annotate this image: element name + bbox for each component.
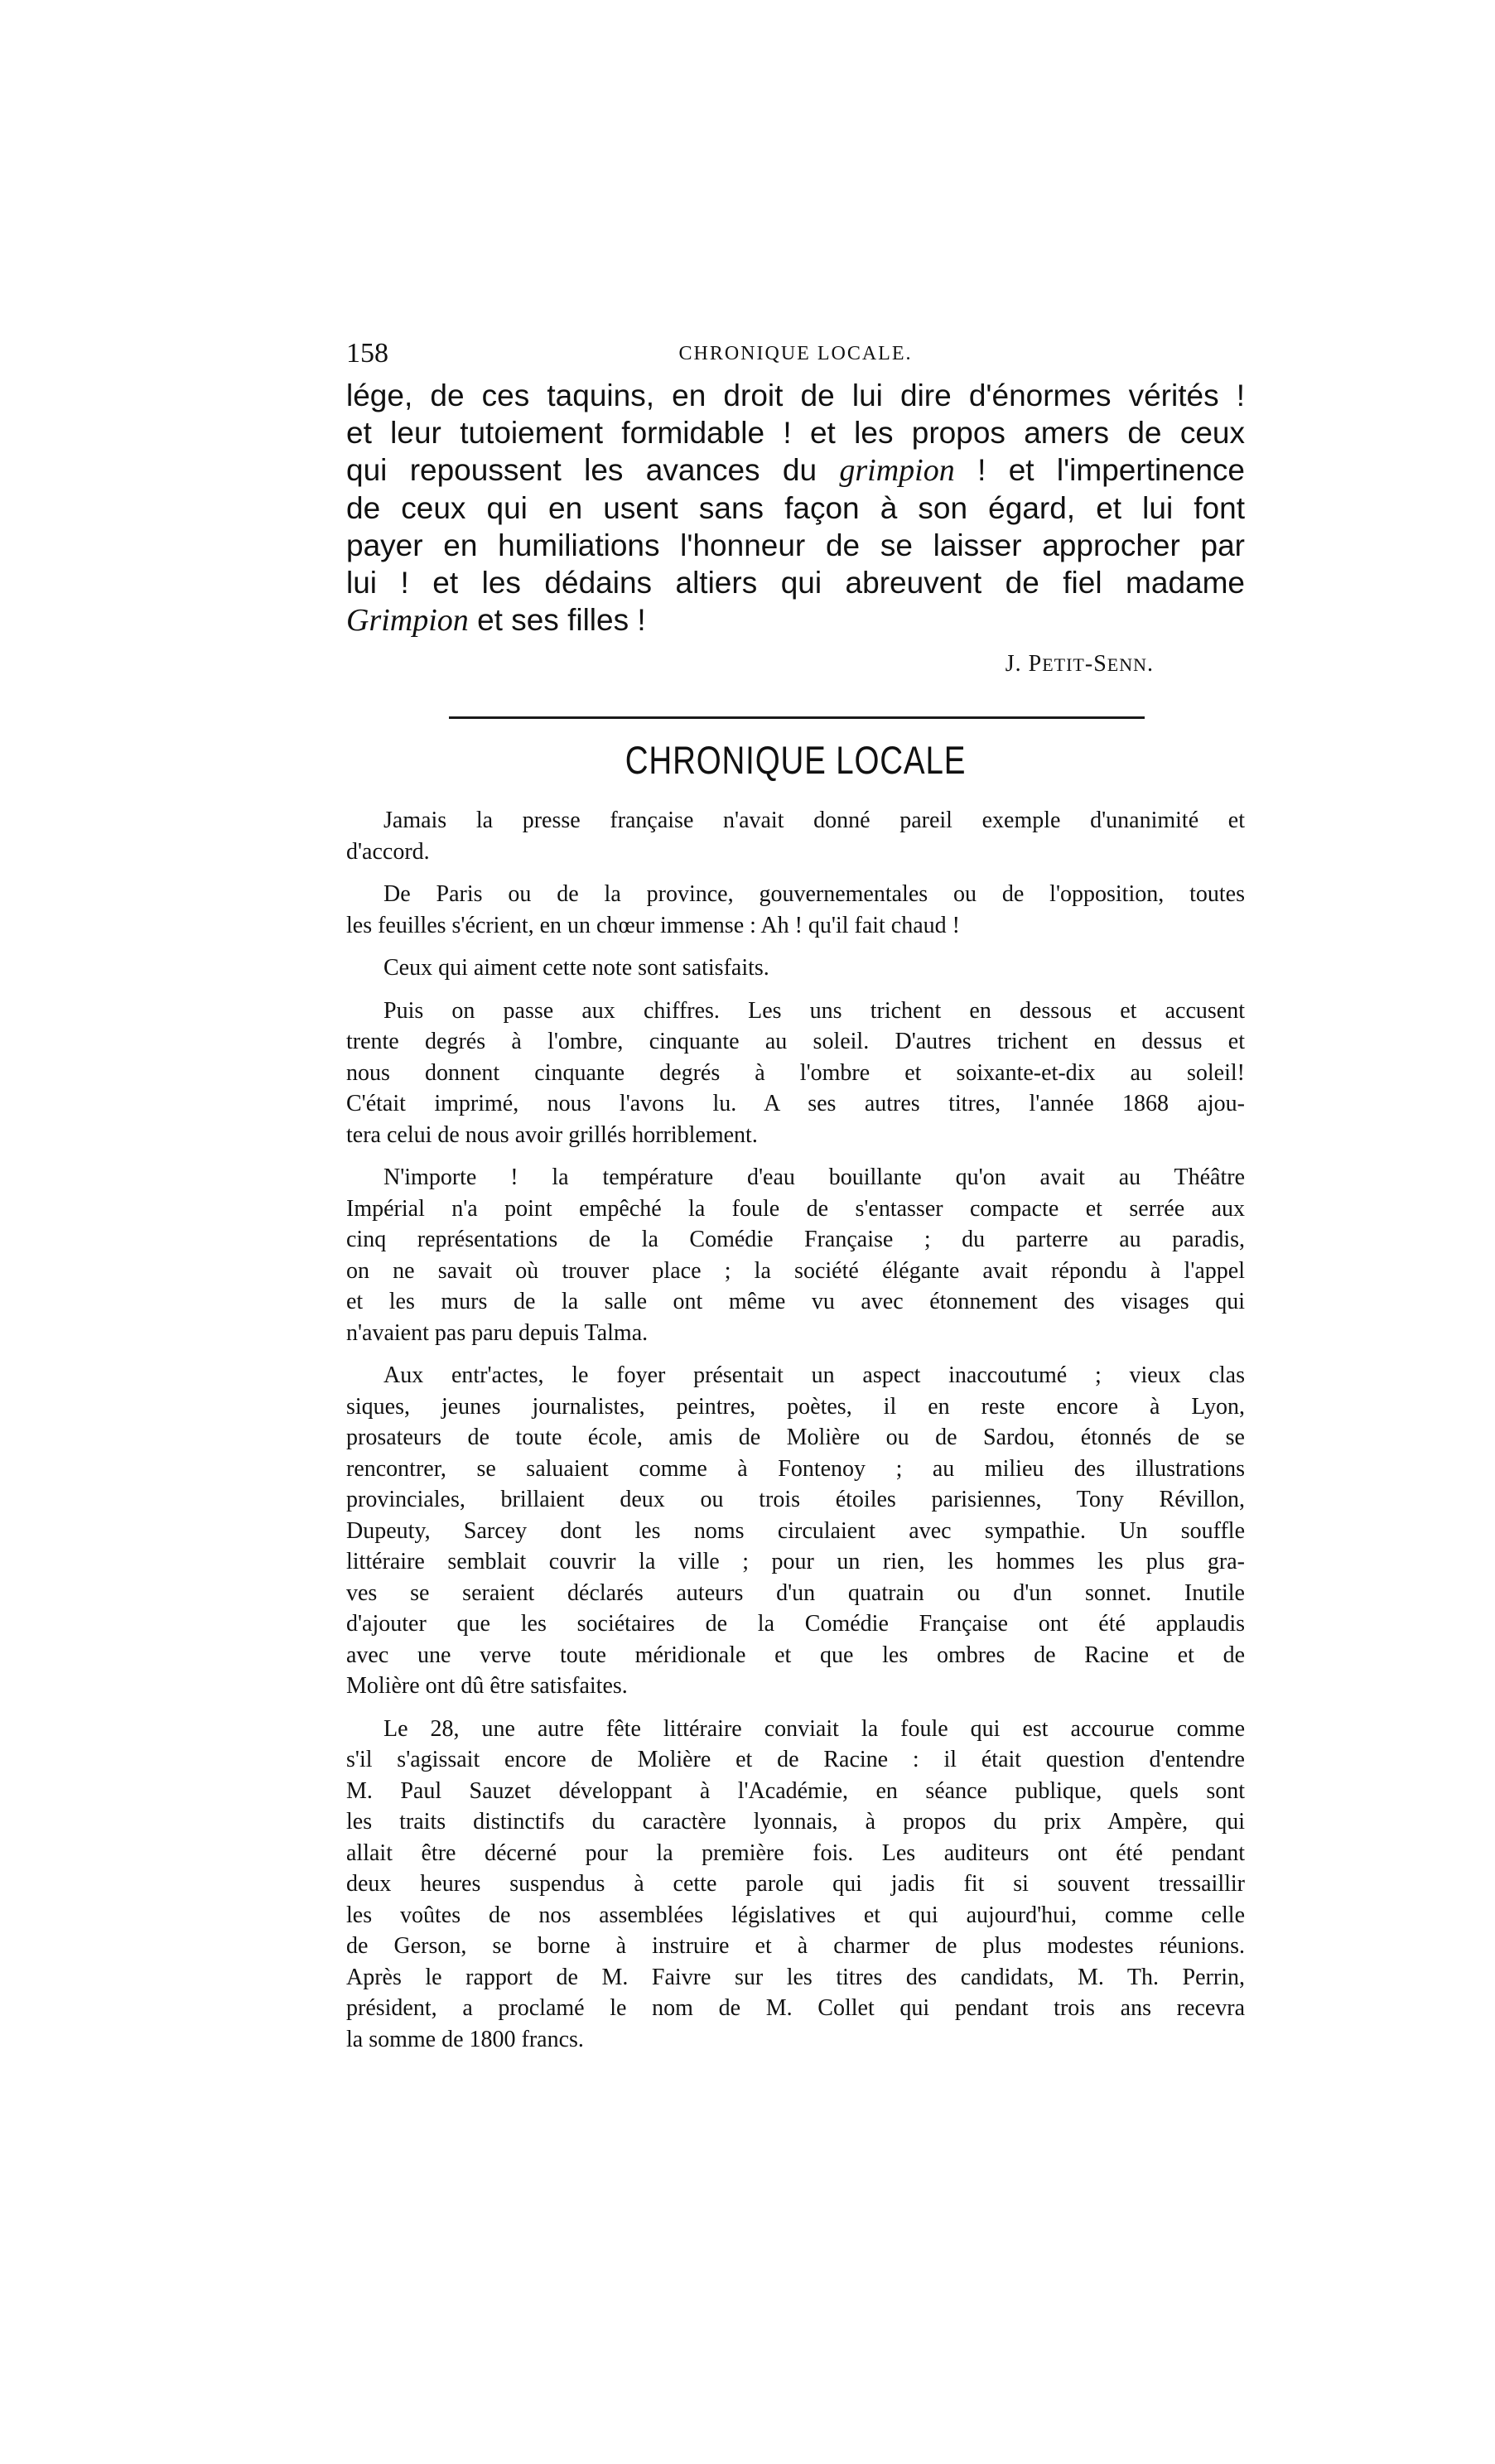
text-line: avec une verve toute méridionale et que les ombres de Racine et de	[346, 1642, 1245, 1668]
text-line: Le 28, une autre fête littéraire conviait la foule qui est accourue comme	[383, 1715, 1245, 1742]
text-line: Après le rapport de M. Faivre sur les titres des candidats, M. Th. Perrin,	[346, 1964, 1245, 1990]
text-line: on ne savait où trouver place ; la société élégante avait répondu à l'appel	[346, 1257, 1245, 1284]
text-line: Puis on passe aux chiffres. Les uns trichent en dessous et accusent	[383, 997, 1245, 1024]
text-line: Impérial n'a point empêché la foule de s'entasser compacte et serrée aux	[346, 1195, 1245, 1222]
text-line: ves se seraient déclarés auteurs d'un quatrain ou d'un sonnet. Inutile	[346, 1579, 1245, 1606]
paragraph	[346, 1162, 1245, 1348]
text-line: De Paris ou de la province, gouvernementales ou de l'opposition, toutes	[383, 881, 1245, 907]
text-line: Dupeuty, Sarcey dont les noms circulaient avec sympathie. Un souffle	[346, 1517, 1245, 1544]
text-line: payer en humiliations l'honneur de se laisser approcher par	[346, 528, 1245, 562]
text-line: nous donnent cinquante degrés à l'ombre et soixante-et-dix au soleil!	[346, 1059, 1245, 1086]
text-line: littéraire semblait couvrir la ville ; pour un rien, les hommes les plus gra-	[346, 1549, 1245, 1574]
text-line: d'ajouter que les sociétaires de la Comédie Française ont été applaudis	[346, 1611, 1245, 1637]
text-line: la somme de 1800 francs.	[346, 2026, 584, 2052]
text-line: Jamais la presse française n'avait donné pareil exemple d'unanimité et	[383, 808, 1245, 833]
text-line: de Gerson, se borne à instruire et à charmer de plus modestes réunions.	[346, 1933, 1245, 1959]
paragraph	[346, 1714, 1245, 2056]
text-line: les traits distinctifs du caractère lyonnais, à propos du prix Ampère, qui	[346, 1809, 1245, 1835]
paragraph	[346, 1360, 1245, 1702]
text-line: Ceux qui aiment cette note sont satisfaits.	[383, 955, 769, 981]
text-line: n'avaient pas paru depuis Talma.	[346, 1319, 649, 1346]
text-line: provinciales, brillaient deux ou trois étoiles parisiennes, Tony Révillon,	[346, 1487, 1245, 1512]
page-number: 158	[346, 338, 388, 369]
text-line: lége, de ces taquins, en droit de lui dire d'énormes vérités !	[346, 379, 1245, 412]
running-head	[346, 338, 1245, 371]
section-title: CHRONIQUE LOCALE	[625, 738, 967, 782]
section-divider	[449, 716, 1145, 719]
text-line: qui repoussent les avances du grimpion ! et l'impertinence	[346, 453, 1246, 488]
text-line: rencontrer, se saluaient comme à Fontenoy ; au milieu des illustrations	[346, 1455, 1245, 1482]
text-line: président, a proclamé le nom de M. Collet qui pendant trois ans recevra	[346, 1995, 1245, 2021]
text-line: lui ! et les dédains altiers qui abreuvent de fiel madame	[346, 566, 1245, 600]
text-line: les voûtes de nos assemblées législatives et qui aujourd'hui, comme celle	[346, 1902, 1245, 1928]
text-line: et les murs de la salle ont même vu avec étonnement des visages qui	[346, 1289, 1245, 1314]
text-line: et leur tutoiement formidable ! et les propos amers de ceux	[346, 416, 1245, 450]
text-line: Grimpion et ses filles !	[346, 603, 646, 638]
text-line: N'importe ! la température d'eau bouillante qu'on avait au Théâtre	[383, 1164, 1245, 1190]
paragraph	[346, 879, 1245, 941]
paragraph	[346, 996, 1245, 1151]
text-line: allait être décerné pour la première fois. Les auditeurs ont été pendant	[346, 1840, 1245, 1866]
article-body	[346, 805, 1245, 2066]
text-line: trente degrés à l'ombre, cinquante au soleil. D'autres trichent en dessus et	[346, 1029, 1245, 1054]
paragraph	[346, 952, 1245, 984]
author-signature: J. PETIT-SENN.	[1005, 651, 1154, 677]
previous-article-ending	[346, 377, 1245, 677]
text-line: s'il s'agissait encore de Molière et de Racine : il était question d'entendre	[346, 1747, 1245, 1772]
text-line: M. Paul Sauzet développant à l'Académie, en séance publique, quels sont	[346, 1777, 1245, 1804]
text-line: prosateurs de toute école, amis de Molière ou de Sardou, étonnés de se	[346, 1425, 1245, 1450]
text-line: Aux entr'actes, le foyer présentait un aspect inaccoutumé ; vieux clas	[383, 1362, 1245, 1388]
paragraph	[346, 805, 1245, 867]
text-line: de ceux qui en usent sans façon à son égard, et lui font	[346, 491, 1245, 525]
text-line: C'était imprimé, nous l'avons lu. A ses autres titres, l'année 1868 ajou-	[346, 1091, 1245, 1116]
text-line: siques, jeunes journalistes, peintres, poètes, il en reste encore à Lyon,	[346, 1393, 1245, 1420]
text-line: deux heures suspendus à cette parole qui jadis fit si souvent tressaillir	[346, 1871, 1245, 1897]
text-line: les feuilles s'écrient, en un chœur immense : Ah ! qu'il fait chaud !	[346, 912, 960, 938]
text-line: d'accord.	[346, 838, 430, 865]
running-title: CHRONIQUE LOCALE.	[678, 343, 913, 364]
text-line: tera celui de nous avoir grillés horriblement.	[346, 1121, 758, 1148]
text-line: cinq représentations de la Comédie Française ; du parterre au paradis,	[346, 1227, 1245, 1252]
text-line: Molière ont dû être satisfaites.	[346, 1673, 628, 1699]
